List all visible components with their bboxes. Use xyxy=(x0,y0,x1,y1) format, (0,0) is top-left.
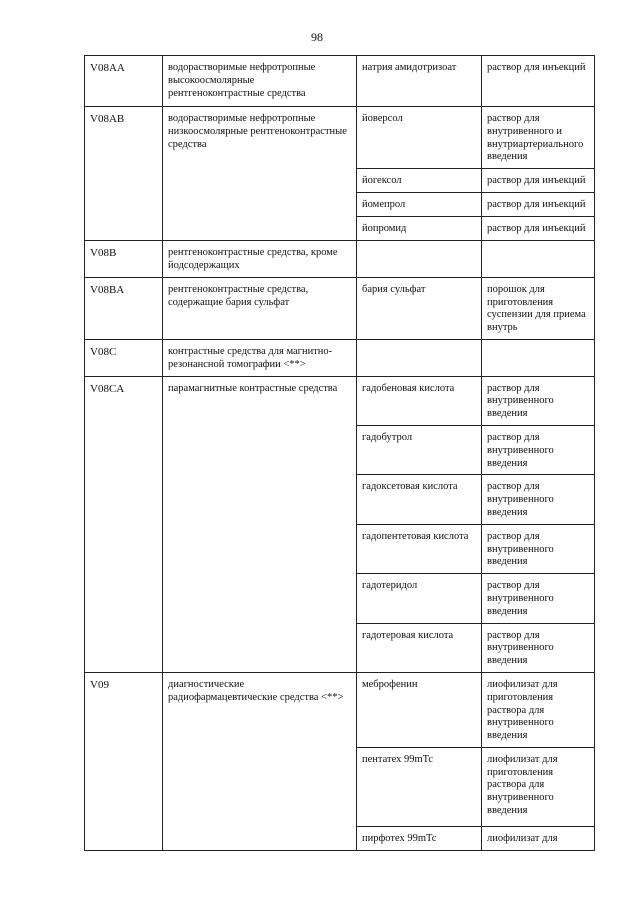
drug-name-cell: гадотеровая кислота xyxy=(357,623,482,672)
anatomical-group-cell: контрастные средства для магнитно-резонансной томографии <**> xyxy=(163,339,357,376)
drug-name-cell xyxy=(357,241,482,278)
anatomical-group-cell: водорастворимые нефротропные низкоосмолярные рентгеноконтрастные средства xyxy=(163,107,357,241)
table-row xyxy=(85,376,595,425)
dosage-form-cell: раствор для внутривенного введения xyxy=(482,425,595,474)
dosage-form-cell: раствор для инъекций xyxy=(482,56,595,107)
page-number: 98 xyxy=(311,30,323,44)
drug-name-cell: йомепрол xyxy=(357,193,482,217)
table-row xyxy=(85,241,595,278)
dosage-form-cell xyxy=(482,339,595,376)
dosage-form-cell: раствор для внутривенного и внутриартериального введения xyxy=(482,107,595,169)
drug-name-cell: меброфенин xyxy=(357,672,482,747)
dosage-form-cell: раствор для внутривенного введения xyxy=(482,623,595,672)
drug-name-cell: натрия амидотризоат xyxy=(357,56,482,107)
dosage-form-cell: раствор для инъекций xyxy=(482,169,595,193)
anatomical-group-cell: водорастворимые нефротропные высокоосмолярные рентгеноконтрастные средства xyxy=(163,56,357,107)
drug-name-cell: гадобутрол xyxy=(357,425,482,474)
atc-code-cell: V08BA xyxy=(85,277,163,339)
drug-name-cell: гадопентетовая кислота xyxy=(357,524,482,573)
table-row xyxy=(85,339,595,376)
drug-name-cell: йопромид xyxy=(357,217,482,241)
dosage-form-cell: раствор для внутривенного введения xyxy=(482,475,595,524)
table-row xyxy=(85,107,595,169)
table-row xyxy=(85,277,595,339)
drug-name-cell xyxy=(357,339,482,376)
anatomical-group-cell: парамагнитные контрастные средства xyxy=(163,376,357,672)
drug-name-cell: гадобеновая кислота xyxy=(357,376,482,425)
dosage-form-cell xyxy=(482,241,595,278)
table-row xyxy=(85,672,595,747)
atc-code-cell: V09 xyxy=(85,672,163,850)
drug-name-cell: йоверсол xyxy=(357,107,482,169)
drug-name-cell: пирфотех 99mTc xyxy=(357,826,482,850)
dosage-form-cell: раствор для внутривенного введения xyxy=(482,376,595,425)
dosage-form-cell: раствор для инъекций xyxy=(482,217,595,241)
dosage-form-cell: порошок для приготовления суспензии для приема внутрь xyxy=(482,277,595,339)
atc-code-cell: V08B xyxy=(85,241,163,278)
anatomical-group-cell: рентгеноконтрастные средства, содержащие бария сульфат xyxy=(163,277,357,339)
atc-code-cell: V08CA xyxy=(85,376,163,672)
dosage-form-cell: лиофилизат для приготовления раствора для внутривенного введения xyxy=(482,747,595,826)
dosage-form-cell: раствор для внутривенного введения xyxy=(482,524,595,573)
drug-table xyxy=(84,55,595,851)
dosage-form-cell: раствор для инъекций xyxy=(482,193,595,217)
dosage-form-cell: лиофилизат для xyxy=(482,826,595,850)
drug-name-cell: гадоксетовая кислота xyxy=(357,475,482,524)
anatomical-group-cell: рентгеноконтрастные средства, кроме йодсодержащих xyxy=(163,241,357,278)
drug-name-cell: йогексол xyxy=(357,169,482,193)
drug-name-cell: бария сульфат xyxy=(357,277,482,339)
drug-name-cell: гадотеридол xyxy=(357,574,482,623)
anatomical-group-cell: диагностические радиофармацевтические средства <**> xyxy=(163,672,357,850)
atc-code-cell: V08AB xyxy=(85,107,163,241)
atc-code-cell: V08AA xyxy=(85,56,163,107)
atc-code-cell: V08C xyxy=(85,339,163,376)
dosage-form-cell: лиофилизат для приготовления раствора для внутривенного введения xyxy=(482,672,595,747)
table-row xyxy=(85,56,595,107)
drug-name-cell: пентатех 99mTc xyxy=(357,747,482,826)
dosage-form-cell: раствор для внутривенного введения xyxy=(482,574,595,623)
